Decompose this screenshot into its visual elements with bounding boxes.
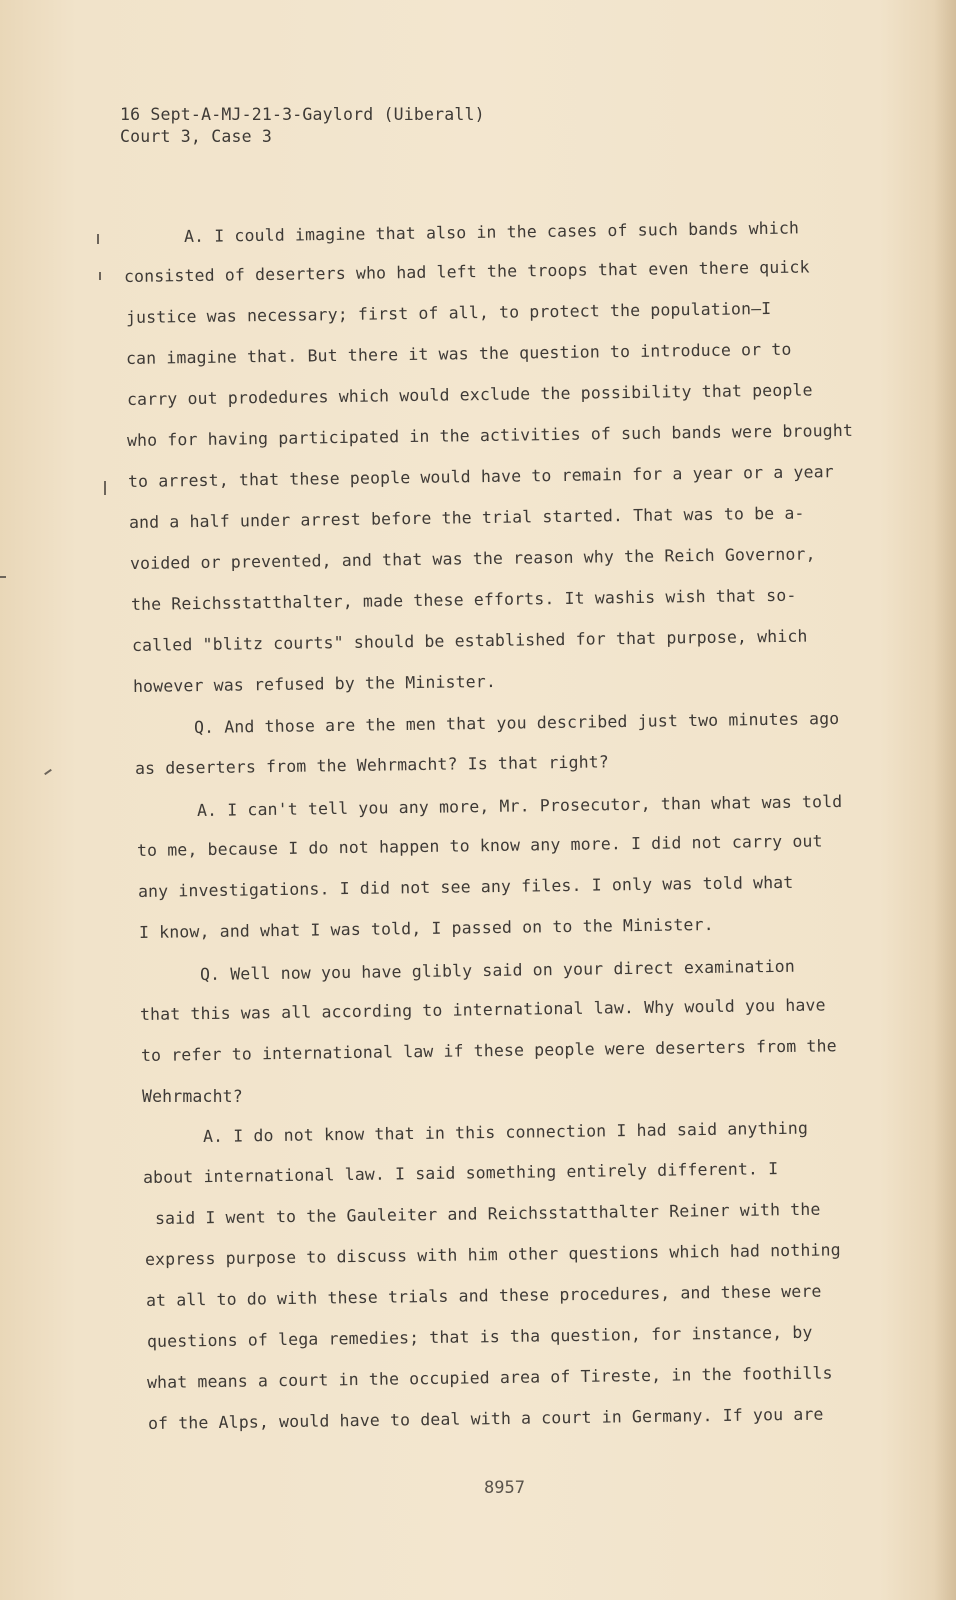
margin-mark (97, 234, 99, 244)
transcript-line: questions of lega remedies; that is tha question, for instance, by (146, 1322, 813, 1351)
margin-mark (99, 272, 101, 280)
header-reference-line: 16 Sept-A-MJ-21-3-Gaylord (Uiberall) (120, 105, 485, 124)
transcript-line: and a half under arrest before the trial started. That was to be a- (128, 503, 805, 532)
transcript-line: to arrest, that these people would have to remain for a year or a year (127, 462, 834, 491)
transcript-line: however was refused by the Minister. (132, 671, 497, 696)
transcript-line: about international law. I said something entirely different. I (142, 1159, 779, 1187)
transcript-line: A. I could imagine that also in the cases of such bands which (183, 218, 800, 246)
transcript-line: A. I do not know that in this connection I had said anything (202, 1118, 809, 1146)
transcript-line: I know, and what I was told, I passed on to the Minister. (138, 914, 714, 942)
transcript-line: express purpose to discuss with him other questions which had nothing (144, 1240, 841, 1269)
margin-mark (104, 481, 106, 495)
transcript-line: A. I can't tell you any more, Mr. Prosecutor, than what was told (196, 791, 843, 820)
transcript-line: of the Alps, would have to deal with a court in Germany. If you are (147, 1404, 824, 1433)
transcript-line: to refer to international law if these people were deserters from the (140, 1036, 837, 1065)
transcript-line: called "blitz courts" should be established for that purpose, which (131, 626, 808, 655)
transcript-line: carry out prodedures which would exclude the possibility that people (126, 380, 813, 409)
transcript-line: Wehrmacht? (142, 1087, 243, 1106)
transcript-line: said I went to the Gauleiter and Reichsstatthalter Reiner with the (154, 1199, 821, 1228)
transcript-line: that this was all according to international law. Why would you have (139, 995, 826, 1024)
transcript-line: as deserters from the Wehrmacht? Is that right? (134, 752, 610, 778)
page-number: 8957 (484, 1478, 525, 1498)
transcript-line: any investigations. I did not see any files. I only was told what (137, 872, 794, 901)
transcript-line: can imagine that. But there it was the question to introduce or to (125, 339, 792, 368)
transcript-line: what means a court in the occupied area of Tireste, in the foothills (146, 1363, 833, 1392)
transcript-line: justice was necessary; first of all, to protect the population—I (125, 298, 772, 327)
header-court-line: Court 3, Case 3 (120, 127, 273, 146)
transcript-line: consisted of deserters who had left the troops that even there quick (123, 257, 810, 286)
transcript-line: who for having participated in the activities of such bands were brought (126, 420, 854, 450)
transcript-line: the Reichsstatthalter, made these efforts. It washis wish that so- (130, 585, 797, 614)
transcript-line: Q. Well now you have glibly said on your direct examination (199, 956, 796, 984)
transcript-line: at all to do with these trials and these procedures, and these were (145, 1281, 822, 1310)
transcript-line: to me, because I do not happen to know any more. I did not carry out (136, 831, 823, 860)
transcript-line: Q. And those are the men that you described just two minutes ago (193, 708, 840, 737)
transcript-line: voided or prevented, and that was the reason why the Reich Governor, (129, 544, 816, 573)
margin-mark (0, 576, 6, 578)
